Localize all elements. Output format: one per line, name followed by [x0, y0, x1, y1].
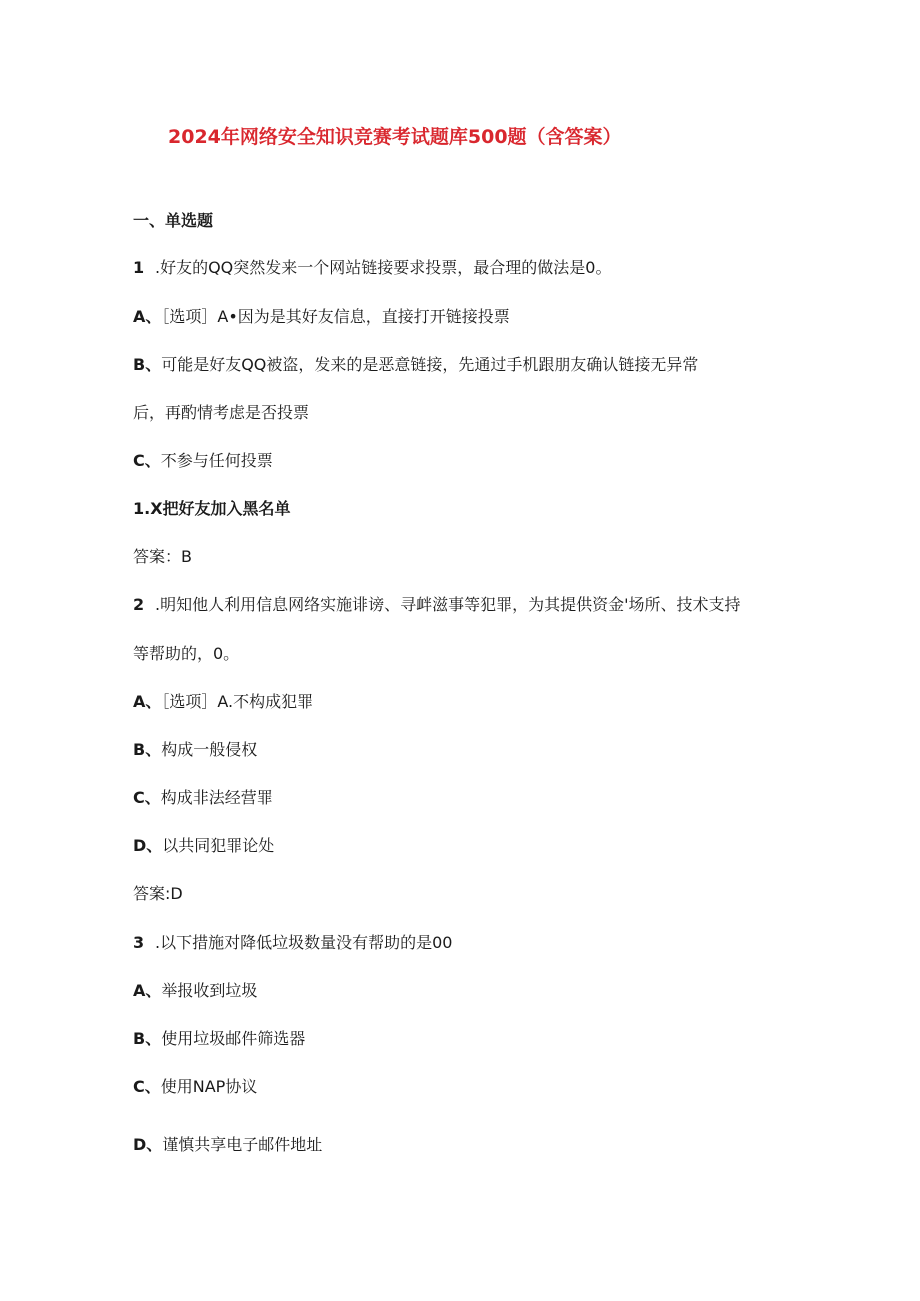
option-text: ［选项］A.不构成犯罪 [161, 692, 314, 711]
option-letter: A、 [133, 981, 162, 1000]
option-text: 举报收到垃圾 [161, 981, 258, 1000]
option-text: 谨慎共享电子邮件地址 [162, 1135, 323, 1154]
option-letter: A、 [133, 692, 162, 711]
option-text: ［选项］A•因为是其好友信息，直接打开链接投票 [161, 307, 510, 326]
option-text: 不参与任何投票 [160, 451, 273, 470]
question-number: 2 [133, 595, 145, 614]
question-3-option-c [133, 1076, 257, 1098]
option-letter: C、 [133, 788, 161, 807]
question-1-option-c [133, 450, 273, 472]
question-1-stem [133, 257, 611, 279]
question-text: .明知他人利用信息网络实施诽谤、寻衅滋事等犯罪，为其提供资金'场所、技术支持 [155, 595, 741, 614]
question-1-option-b [133, 354, 698, 376]
option-letter: B、 [133, 740, 162, 759]
question-3-option-b [133, 1028, 305, 1050]
question-text: .好友的QQ突然发来一个网站链接要求投票，最合理的做法是0。 [155, 258, 612, 277]
option-letter: B、 [133, 355, 162, 374]
option-letter: D、 [133, 1135, 163, 1154]
question-1-answer: 答案：B [133, 547, 192, 566]
question-2-stem [133, 594, 741, 616]
question-2-option-b [133, 739, 257, 761]
option-text: 使用NAP协议 [160, 1077, 258, 1096]
option-letter: B、 [133, 1029, 162, 1048]
option-letter: C、 [133, 451, 161, 470]
option-text: 可能是好友QQ被盗，发来的是恶意链接，先通过手机跟朋友确认链接无异常 [161, 355, 699, 374]
question-3-option-d [133, 1134, 322, 1156]
question-2-stem-cont: 等帮助的，0。 [133, 644, 240, 663]
question-2-option-d [133, 835, 274, 857]
question-1-option-d [133, 498, 291, 520]
question-text: .以下措施对降低垃圾数量没有帮助的是00 [155, 933, 453, 952]
question-1-option-a [133, 306, 510, 328]
option-text: 使用垃圾邮件筛选器 [161, 1029, 306, 1048]
question-number: 3 [133, 933, 145, 952]
question-3-option-a [133, 980, 257, 1002]
option-text: 1.X把好友加入黑名单 [133, 499, 291, 518]
option-letter: C、 [133, 1077, 161, 1096]
question-1-option-b-cont [133, 402, 309, 424]
option-text: 构成非法经营罪 [160, 788, 273, 807]
option-letter: A、 [133, 307, 162, 326]
section-heading: 一、单选题 [133, 211, 214, 230]
option-letter: D、 [133, 836, 163, 855]
question-2-option-a [133, 691, 313, 713]
question-3-stem [133, 932, 452, 954]
option-text: 后，再酌情考虑是否投票 [133, 403, 310, 422]
question-2-answer: 答案:D [133, 884, 183, 903]
document-title: 2024年网络安全知识竞赛考试题库500题（含答案） [168, 126, 622, 148]
question-2-option-c [133, 787, 273, 809]
option-text: 构成一般侵权 [161, 740, 258, 759]
option-text: 以共同犯罪论处 [162, 836, 275, 855]
question-number: 1 [133, 258, 145, 277]
